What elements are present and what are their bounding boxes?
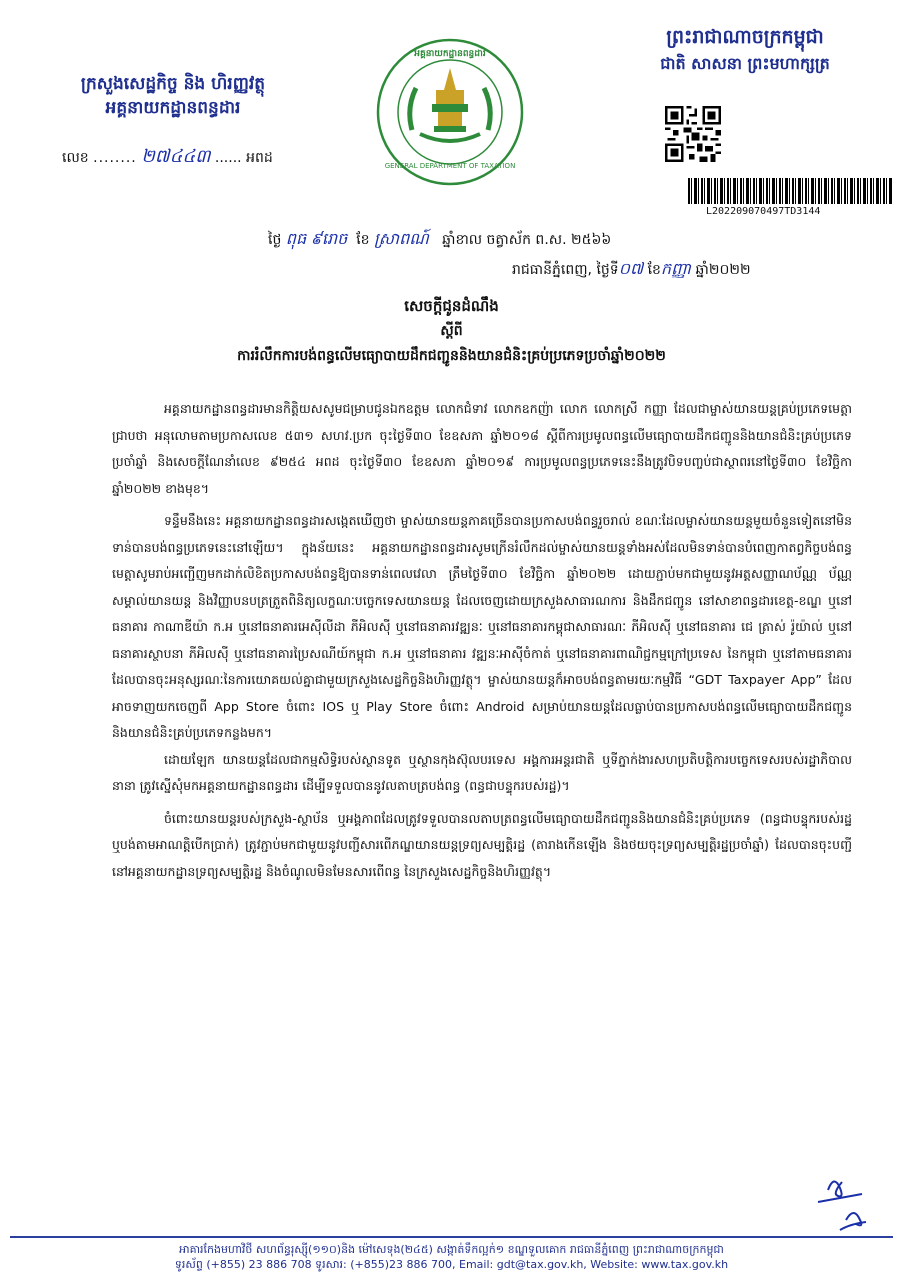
seal-top-text: អគ្គនាយកដ្ឋានពន្ធដារ [414,49,486,59]
lunar-month: ស្រាពណ៍ [373,229,429,248]
lunar-rest: ឆ្នាំខាល ចត្វាស័ក ព.ស. ២៥៦៦ [442,232,612,248]
footer [10,1242,893,1272]
solar-date [512,258,751,282]
barcode [688,178,892,204]
barcode-id: L20220907049​7TD3144 [706,206,821,217]
lunar-day: ពុធ [285,229,307,248]
notice-subject: ការរំលឹកការបង់ពន្ធលើមធ្យោបាយដឹកជញ្ជូននិងយានជំនិះគ្រប់ប្រភេទប្រចាំឆ្នាំ២០២២ [237,348,666,364]
notice-body [112,396,852,885]
ministry-name: ក្រសួងសេដ្ឋកិច្ច និង ហិរញ្ញវត្ថុ [80,74,266,94]
department-name: អគ្គនាយកដ្ឋានពន្ធដារ [105,98,241,118]
lunar-prefix: ថ្ងៃ [268,232,282,248]
solar-mid: ខែ [647,262,661,278]
national-motto: ជាតិ សាសនា ព្រះមហាក្សត្រ [660,54,830,73]
ref-number: ២៧៤៤៣ [141,146,211,167]
reference-number: លេខ ........ ២៧៤៤៣ ...... អពដ [62,146,273,167]
lunar-date [268,228,611,252]
ref-prefix: លេខ [62,150,89,166]
notice-title [60,294,843,369]
solar-prefix: រាជធានីភ្នំពេញ, ថ្ងៃទី [512,262,619,278]
solar-day: ០៧ [618,259,644,278]
paragraph-4: ចំពោះយានយន្តរបស់ក្រសួង-ស្ថាប័ន ឬអង្គភាពដែលត្រូវទទួលបានលតាបត្រពន្ធលើមធ្យោបាយដឹកជញ្ជូននិងយានជំនិះគ្រប់ប្រភេទ (ពន្ធជាបន្ទុករបស់រដ្ឋ ឬបង់តាមអាណត្តិបើកប្រាក់) ត្រូវភ្ជាប់មកជាមួយនូវបញ្ជីសារពើភណ្ឌយានយន្តទ្រព្យសម្បត្តិរដ្ឋ (តារាងកើនឡើង និងថយចុះទ្រព្យសម្បត្តិរដ្ឋប្រចាំឆ្នាំ) ដែលបានចុះបញ្ជីនៅអគ្គនាយកដ្ឋានទ្រព្យសម្បត្តិរដ្ឋ និងចំណូលមិនមែនសារពើពន្ធ នៃក្រសួងសេដ្ឋកិច្ចនិងហិរញ្ញវត្ថុ។ [112,810,852,879]
notice-heading: សេចក្តីជូនដំណឹង [404,297,499,315]
kingdom-header [600,22,890,76]
ministry-header [38,72,308,120]
footer-contact: ទូរស័ព្ទ (+855) 23 886 708 ទូរសារ: (+855)23 886 700, Email: gdt@tax.gov.kh, Website: www.tax.gov.kh [174,1258,729,1271]
kingdom-name: ព្រះរាជាណាចក្រកម្ពុជា [666,26,824,48]
solar-year: ឆ្នាំ២០២២ [695,262,751,278]
paragraph-1: អគ្គនាយកដ្ឋានពន្ធដារមានកិត្តិយសសូមជម្រាបជូនឯកឧត្តម លោកជំទាវ លោកឧកញ៉ា លោក លោកស្រី កញ្ញា ដែលជាម្ចាស់យានយន្តគ្រប់ប្រភេទមេត្តាជ្រាបថា អនុលោមតាមប្រកាសលេខ ៥៣១ សហវ.ប្រក ចុះថ្ងៃទី៣០ ខែឧសភា ឆ្នាំ២០១៨ ស្តីពីការប្រមូលពន្ធលើមធ្យោបាយដឹកជញ្ជូននិងយានជំនិះគ្រប់ប្រភេទប្រចាំឆ្នាំ និងសេចក្តីណែនាំលេខ ៩២៥៤ អពដ ចុះថ្ងៃទី៣០ ខែឧសភា ឆ្នាំ២០១៩ ការប្រមូលពន្ធប្រភេទនេះនឹងត្រូវបិទបញ្ចប់ជាស្ថាពរនៅថ្ងៃទី៣០ ខែវិច្ឆិកា ឆ្នាំ២០២២ ខាងមុខ។ [112,401,852,496]
solar-month: កញ្ញា [660,259,692,278]
qr-code[interactable] [665,106,721,162]
paragraph-2: ទន្ទឹមនឹងនេះ អគ្គនាយកដ្ឋានពន្ធដារសង្កេតឃើញថា ម្ចាស់យានយន្តភាគច្រើនបានប្រកាសបង់ពន្ធរួចរាល់ ខណៈដែលម្ចាស់យានយន្តមួយចំនួនទៀតនៅមិនទាន់បានបង់ពន្ធប្រភេទនេះនៅឡើយ។ ក្នុងន័យនេះ អគ្គនាយកដ្ឋានពន្ធដារសូមក្រើនរំលឹកដល់ម្ចាស់យានយន្តទាំងអស់ដែលមិនទាន់បានបំពេញកាតព្វកិច្ចបង់ពន្ធ មេត្តាសូមរាប់អញ្ជើញមកដាក់លិខិតប្រកាសបង់ពន្ធឱ្យបានទាន់ពេលវេលា ត្រឹមថ្ងៃទី៣០ ខែវិច្ឆិកា ឆ្នាំ២០២២ ដោយភ្ជាប់មកជាមួយនូវអត្តសញ្ញាណប័ណ្ណ ប័ណ្ណសម្គាល់យានយន្ត និងវិញ្ញាបនបត្រត្រួតពិនិត្យលក្ខណៈបច្ចេកទេសយានយន្ត ដែលចេញដោយក្រសួងសាធារណការ និងដឹកជញ្ជូន នៅសាខាពន្ធដារខេត្ត-ខណ្ឌ ឬនៅធនាគារ កាណាឌីយ៉ា ក.អ ឬនៅធនាគារអេស៊ីលីដា ភីអិលស៊ី ឬនៅធនាគារវឌ្ឍនៈ ឬនៅធនាគារកម្ពុជាសាធារណៈ ភីអិលស៊ី ឬនៅធនាគារ ជេ ត្រាស់ រ៉ូយ៉ាល់ ឬនៅធនាគារស្ថាបនា ភីអិលស៊ី ឬនៅធនាគារប្រៃសណីយ៍កម្ពុជា ក.អ ឬនៅធនាគារ វឌ្ឍនៈអាស៊ីចំកាត់ ឬនៅធនាគារពាណិជ្ជកម្មក្រៅប្រទេស នៃកម្ពុជា ឬនៅតាមធនាគារដែលបានចុះអនុស្សរណៈនៃការយោគយល់គ្នាជាមួយក្រសួងសេដ្ឋកិច្ចនិងហិរញ្ញវត្ថុ។ ម្ចាស់យានយន្តក៏អាចបង់ពន្ធតាមរយៈកម្មវិធី “GDT Taxpayer App” ដែលអាចទាញយកចេញពី App Store ចំពោះ IOS ឬ Play Store ចំពោះ Android សម្រាប់យានយន្តដែលធ្លាប់បានប្រកាសបង់ពន្ធលើមធ្យោបាយដឹកជញ្ជូននិងយានជំនិះគ្រប់ប្រភេទកន្លងមក។ [112,513,852,740]
paragraph-3: ដោយឡែក យានយន្តដែលជាកម្មសិទ្ធិរបស់ស្ថានទូត ឬស្ថានកុងស៊ុលបរទេស អង្គការអន្តរជាតិ ឬទីភ្នាក់ងារសហប្រតិបត្តិការបច្ចេកទេសរបស់រដ្ឋាភិបាលនានា ត្រូវស្នើសុំមកអគ្គនាយកដ្ឋានពន្ធដារ ដើម្បីទទួលបាននូវលតាបត្របង់ពន្ធ (ពន្ធជាបន្ទុករបស់រដ្ឋ)។ [112,751,852,793]
ref-suffix: អពដ [246,150,273,166]
lunar-time: ៩រោច [310,229,348,248]
lunar-mid: ខែ [356,232,370,248]
gdt-seal-logo [376,38,524,186]
footer-address: អាគារកែងមហាវិថី សហព័ន្ធរុស្ស៊ី(១១០)និង ម៉ៅសេទុង(២៤៥) សង្កាត់ទឹកល្អក់១ ខណ្ឌទួលគោក រាជធានីភ្នំពេញ ព្រះរាជាណាចក្រកម្ពុជា [179,1243,724,1256]
seal-text: GENERAL DEPARTMENT OF TAXATION [384,162,516,170]
handwritten-initials [810,1168,880,1236]
footer-divider [10,1236,893,1238]
notice-about: ស្តីពី [440,323,463,339]
